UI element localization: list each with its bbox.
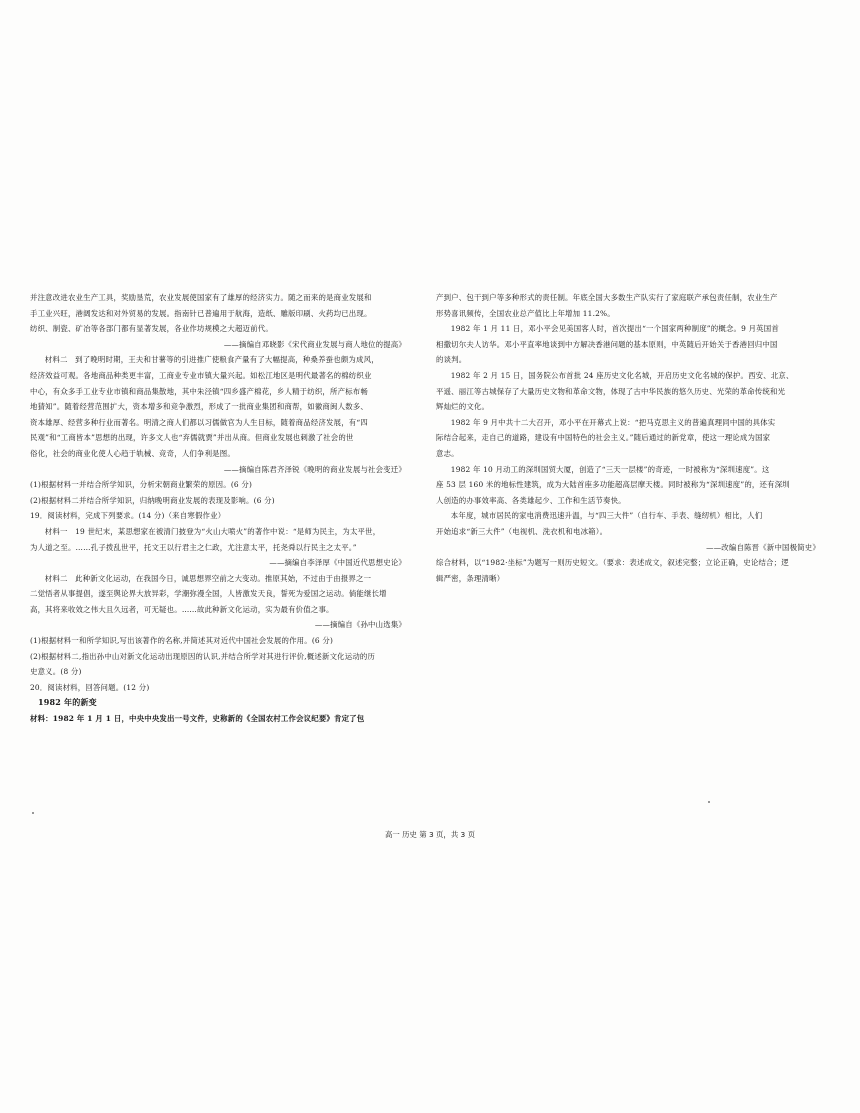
question-item: 辑严密，条理清晰） bbox=[436, 573, 505, 583]
scan-speck bbox=[32, 812, 34, 814]
text-line: 高，其将来收效之伟大且久远者，可无疑也。……故此种新文化运动，实为最有价值之事。 bbox=[30, 604, 334, 614]
question-heading: 19．阅读材料，完成下列要求。(14 分)（来自寒假作业） bbox=[30, 511, 226, 521]
text-line: 1982 年 10 月动工的深圳国贸大厦，创造了“三天一层楼”的奇迹，一时被称为“深圳速度”。这 bbox=[450, 464, 770, 474]
text-line: 中心，有众多手工业专业市镇和商品集散地，其中朱泾镇“四乡盛产棉花，乡人精于纺织，所产标布畅 bbox=[30, 386, 368, 396]
text-line: 材料二 此种新文化运动，在我国今日，诚思想界空前之大变动。推原其始，不过由于由报界之一 bbox=[44, 573, 372, 583]
left-column bbox=[30, 290, 420, 727]
material-title: 1982 年的新变 bbox=[38, 697, 97, 708]
text-line: 材料：1982 年 1 月 1 日，中央中央发出一号文件，史称新的《全国农村工作会议纪要》肯定了包 bbox=[30, 714, 365, 724]
text-line: 俗化，社会的商业化使人心趋于轨械、竞奇，人们争利是图。 bbox=[30, 448, 235, 458]
scan-speck bbox=[708, 801, 710, 803]
question-item: (1)根据材料一并结合所学知识，分析宋朝商业繁荣的原因。(6 分) bbox=[30, 480, 253, 490]
source-attribution: ——摘编自邓晓影《宋代商业发展与商人地位的提高》 bbox=[223, 339, 406, 349]
text-line: 材料一 19 世纪末，某思想家在被清门披登为“火山大喷火”的著作中说：“是师为民主，为太平世， bbox=[44, 526, 381, 536]
question-heading: 20．阅读材料，回答问题。(12 分) bbox=[30, 682, 150, 692]
question-item: (2)根据材料二,指出孙中山对新文化运动出现原因的认识,并结合所学对其进行评价,概述新文化运动的历 bbox=[30, 651, 376, 661]
text-line: 际结合起来，走自己的道路，建设有中国特色的社会主义。”随后通过的新党章，使这一理论成为国家 bbox=[436, 433, 771, 443]
text-line: 并注意改进农业生产工具，奖励垦荒，农业发展使国家有了雄厚的经济实力。随之而来的是商业发展和 bbox=[30, 293, 372, 302]
text-line: 意志。 bbox=[436, 448, 459, 458]
question-item: (1)根据材料一和所学知识,写出该著作的名称,并简述其对近代中国社会发展的作用。(6 分) bbox=[30, 636, 334, 646]
question-item: 史意义。(8 分) bbox=[30, 667, 82, 677]
text-line: 座 53 层 160 米的地标性建筑，成为大陆首座多功能超高层摩天楼。同时被称为“深圳速度”的，还有深圳 bbox=[436, 480, 790, 490]
text-line: 地猜知”。随着经营范围扩大，资本增多和竞争激烈，形成了一批商业集团和商帮，如徽商闽人数多、 bbox=[30, 402, 368, 412]
source-attribution: ——摘编自《孙中山选集》 bbox=[314, 620, 406, 630]
text-line: 民观”和“工商皆本”思想的出现，许多文人也“弃儒就贾”并出从商。但商业发展也刺激了社会的世 bbox=[30, 433, 354, 443]
question-item: 综合材料，以“1982·坐标”为题写一则历史短文。（要求：表述成文，叙述完整；立论正确，史论结合；逻 bbox=[436, 558, 789, 568]
text-line: 产到户、包干到户等多种形式的责任制。年底全国大多数生产队实行了家庭联产承包责任制，农业生产 bbox=[436, 293, 778, 302]
source-attribution: ——摘编自李泽厚《中国近代思想史论》 bbox=[269, 558, 406, 568]
text-line: 1982 年 9 月中共十二大召开，邓小平在开幕式上说：“把马克思主义的普遍真理同中国的具体实 bbox=[450, 417, 776, 427]
text-line: 开始追求“新三大件”（电视机、洗衣机和电冰箱）。 bbox=[436, 526, 608, 536]
question-item: (2)根据材料二并结合所学知识，归纳晚明商业发展的表现及影响。(6 分) bbox=[30, 495, 275, 505]
text-line: 的谈判。 bbox=[436, 355, 467, 365]
text-line: 形势喜讯频传，全国农业总产值比上年增加 11.2%。 bbox=[436, 308, 615, 318]
text-line: 1982 年 2 月 15 日，国务院公布首批 24 座历史文化名城，开启历史文化名城的保护。西安、北京、 bbox=[450, 370, 794, 380]
text-line: 材料二 到了晚明时期，王夫和甘薯等的引进推广使粮食产量有了大幅提高，种桑养蚕也颇为成风， bbox=[44, 355, 379, 365]
text-line: 手工业兴旺，港阔发达和对外贸易的发展。指南针已普遍用于航海，造纸、雕版印刷、火药均已出现。 bbox=[30, 308, 372, 318]
text-line: 纺织、制瓷、矿冶等各部门都有显著发展，各业作坊规模之大超迈前代。 bbox=[30, 324, 273, 334]
source-attribution: ——摘编自陈君齐泽锐《晚明的商业发展与社会变迁》 bbox=[223, 464, 406, 474]
text-line: 辉灿烂的文化。 bbox=[436, 402, 490, 412]
text-line: 平遥、丽江等古城保存了大量历史文物和革命文物，体现了古中华民族的悠久历史、光荣的革命传统和光 bbox=[436, 386, 786, 396]
text-line: 本年度，城市居民的家电消费迅速升温，与“四三大件”（自行车、手表、缝纫机）相比，人们 bbox=[450, 511, 763, 521]
text-line: 经济效益可观。各地商品种类更丰富，工商业专业市镇大量兴起。如松江地区是明代最著名的棉纺织业 bbox=[30, 370, 372, 380]
text-line: 二觉悟者从事提倡，遂至舆论界大放异彩，学潮弥漫全国，人皆激发天良，誓死为爱国之运动。倘能继长增 bbox=[30, 589, 387, 599]
right-column bbox=[436, 290, 834, 586]
text-line: 1982 年 1 月 11 日，邓小平会见美国客人时，首次提出“一个国家两种制度”的概念。9 月英国首 bbox=[450, 324, 779, 334]
source-attribution: ——改编自陈晋《新中国极简史》 bbox=[706, 542, 820, 552]
text-line: 人创造的办事效率高、各类雄起少、工作和生活节奏快。 bbox=[436, 495, 626, 505]
page-footer: 高一 历史 第 3 页，共 3 页 bbox=[384, 830, 476, 839]
text-line: 资本雄厚、经营多种行业而著名。明清之商人们都以习儒做官为人生目标，随着商品经济发展，有“四 bbox=[30, 417, 368, 427]
text-line: 为人道之至。……孔子拨乱世平，托文王以行君主之仁政，尤注意太平，托尧舜以行民主之太平。” bbox=[30, 542, 357, 552]
text-line: 相撒切尔夫人访华。邓小平直率地谈到中方解决香港问题的基本原则，中英随后开始关于香港回归中国 bbox=[436, 339, 778, 349]
